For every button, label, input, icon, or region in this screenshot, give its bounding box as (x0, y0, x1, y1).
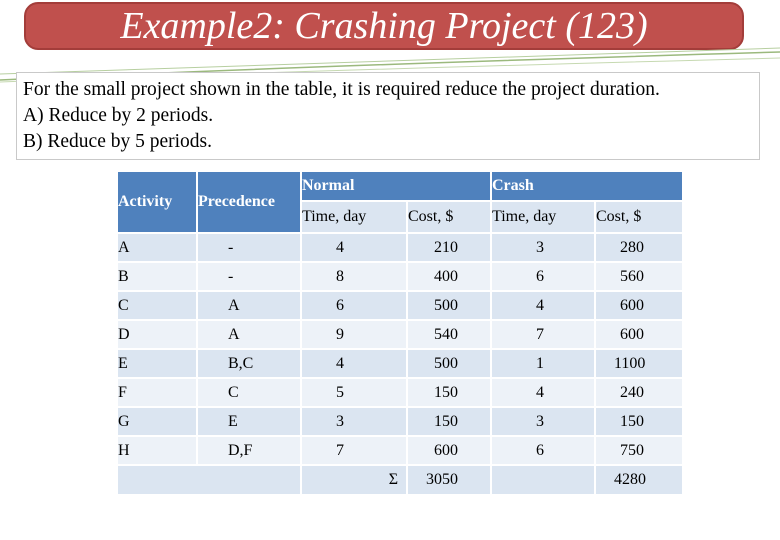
prompt-line: A) Reduce by 2 periods. (23, 105, 214, 126)
cell-normal-cost: 600 (407, 436, 491, 465)
cell-normal-cost: 400 (407, 262, 491, 291)
cell-crash-cost: 240 (595, 378, 683, 407)
cell-activity: G (117, 407, 197, 436)
cell-normal-time: 8 (301, 262, 407, 291)
total-normal-cost: 3050 (407, 465, 491, 495)
total-crash-cost: 4280 (595, 465, 683, 495)
cell-activity: B (117, 262, 197, 291)
cell-normal-time: 6 (301, 291, 407, 320)
cell-normal-time: 3 (301, 407, 407, 436)
cell-normal-cost: 500 (407, 291, 491, 320)
cell-crash-time: 3 (491, 407, 595, 436)
cell-activity: F (117, 378, 197, 407)
cell-normal-cost: 540 (407, 320, 491, 349)
cell-crash-cost: 280 (595, 233, 683, 262)
cell-normal-cost: 150 (407, 407, 491, 436)
table-row (117, 349, 683, 378)
prompt-line: For the small project shown in the table, it is required reduce the project duration. (23, 79, 660, 100)
cell-normal-time: 7 (301, 436, 407, 465)
cell-crash-cost: 600 (595, 291, 683, 320)
cell-normal-time: 4 (301, 233, 407, 262)
header-normal-cost: Cost, $ (407, 201, 491, 233)
header-crash: Crash (491, 171, 683, 201)
cell-crash-time: 1 (491, 349, 595, 378)
problem-statement (16, 72, 760, 160)
table-row (117, 320, 683, 349)
table-row (117, 262, 683, 291)
cell-crash-time: 4 (491, 378, 595, 407)
cell-normal-cost: 150 (407, 378, 491, 407)
cell-precedence: B,C (197, 349, 301, 378)
cell-crash-time: 4 (491, 291, 595, 320)
cell-precedence: D,F (197, 436, 301, 465)
cell-normal-time: 9 (301, 320, 407, 349)
cell-activity: E (117, 349, 197, 378)
cell-crash-cost: 150 (595, 407, 683, 436)
title-banner (24, 2, 744, 50)
cell-crash-time: 6 (491, 262, 595, 291)
table-row (117, 291, 683, 320)
totals-row (117, 465, 683, 495)
table-row (117, 378, 683, 407)
cell-crash-time: 6 (491, 436, 595, 465)
prompt-line: B) Reduce by 5 periods. (23, 131, 213, 152)
slide-title: Example2: Crashing Project (123) (120, 5, 648, 47)
cell-normal-time: 5 (301, 378, 407, 407)
header-crash-cost: Cost, $ (595, 201, 683, 233)
cell-precedence: A (197, 291, 301, 320)
cell-crash-cost: 560 (595, 262, 683, 291)
header-crash-time: Time, day (491, 201, 595, 233)
cell-activity: C (117, 291, 197, 320)
crashing-table (116, 170, 684, 496)
cell-crash-cost: 750 (595, 436, 683, 465)
cell-precedence: - (197, 233, 301, 262)
cell-precedence: A (197, 320, 301, 349)
cell-activity: H (117, 436, 197, 465)
header-precedence: Precedence (197, 171, 301, 233)
table-row (117, 233, 683, 262)
table-row (117, 436, 683, 465)
cell-normal-cost: 210 (407, 233, 491, 262)
cell-crash-cost: 1100 (595, 349, 683, 378)
header-activity: Activity (117, 171, 197, 233)
header-normal-time: Time, day (301, 201, 407, 233)
cell-precedence: - (197, 262, 301, 291)
table-row (117, 407, 683, 436)
cell-normal-cost: 500 (407, 349, 491, 378)
header-normal: Normal (301, 171, 491, 201)
cell-activity: A (117, 233, 197, 262)
totals-blank (117, 465, 301, 495)
sigma-symbol: Σ (301, 465, 407, 495)
cell-crash-cost: 600 (595, 320, 683, 349)
cell-crash-time: 7 (491, 320, 595, 349)
totals-blank (491, 465, 595, 495)
cell-crash-time: 3 (491, 233, 595, 262)
cell-precedence: E (197, 407, 301, 436)
cell-precedence: C (197, 378, 301, 407)
cell-activity: D (117, 320, 197, 349)
cell-normal-time: 4 (301, 349, 407, 378)
